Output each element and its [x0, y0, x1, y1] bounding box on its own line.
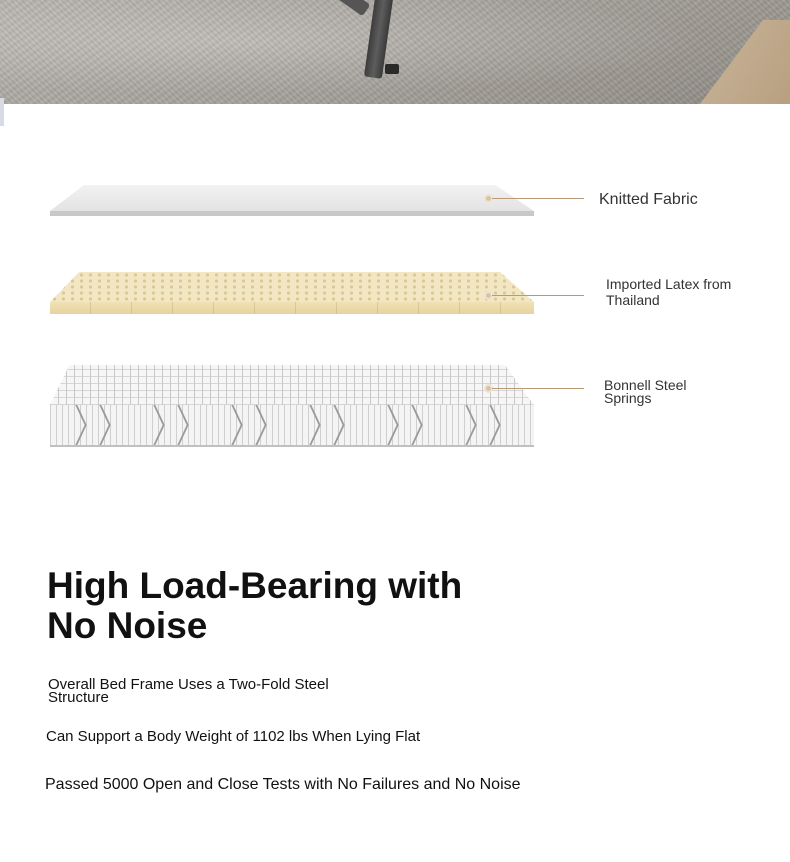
edge-marker — [0, 98, 4, 126]
spring-coil — [314, 405, 340, 445]
latex-leader-line — [492, 295, 584, 296]
spring-coil — [470, 405, 496, 445]
spring-coil — [80, 405, 106, 445]
latex-label: Imported Latex from Thailand — [606, 276, 732, 308]
carpet-texture — [0, 0, 790, 104]
springs-leader-line — [492, 388, 584, 389]
spring-coil — [236, 405, 262, 445]
fabric-label: Knitted Fabric — [599, 191, 698, 208]
fabric-layer-illustration — [50, 185, 534, 217]
fabric-leader-line — [492, 198, 584, 199]
latex-edge — [50, 302, 534, 314]
section-heading: High Load-Bearing with No Noise — [47, 565, 463, 646]
spring-coil — [392, 405, 418, 445]
springs-label: Bonnell Steel Springs — [604, 377, 687, 406]
latex-layer-illustration — [50, 272, 534, 316]
feature-item: Can Support a Body Weight of 1102 lbs When Lying Flat — [46, 728, 421, 745]
feature-item: Passed 5000 Open and Close Tests with No Failures and No Noise — [45, 776, 521, 793]
bed-frame-foot — [385, 64, 399, 74]
fabric-top-surface — [50, 185, 534, 211]
fabric-edge — [50, 211, 534, 216]
springs-layer-illustration — [50, 365, 534, 449]
springs-side — [50, 405, 534, 447]
springs-top-surface — [50, 365, 534, 405]
latex-top-surface — [50, 272, 534, 302]
hero-photo — [0, 0, 790, 104]
spring-coil — [158, 405, 184, 445]
feature-item: Overall Bed Frame Uses a Two-Fold Steel Structure — [48, 676, 329, 706]
